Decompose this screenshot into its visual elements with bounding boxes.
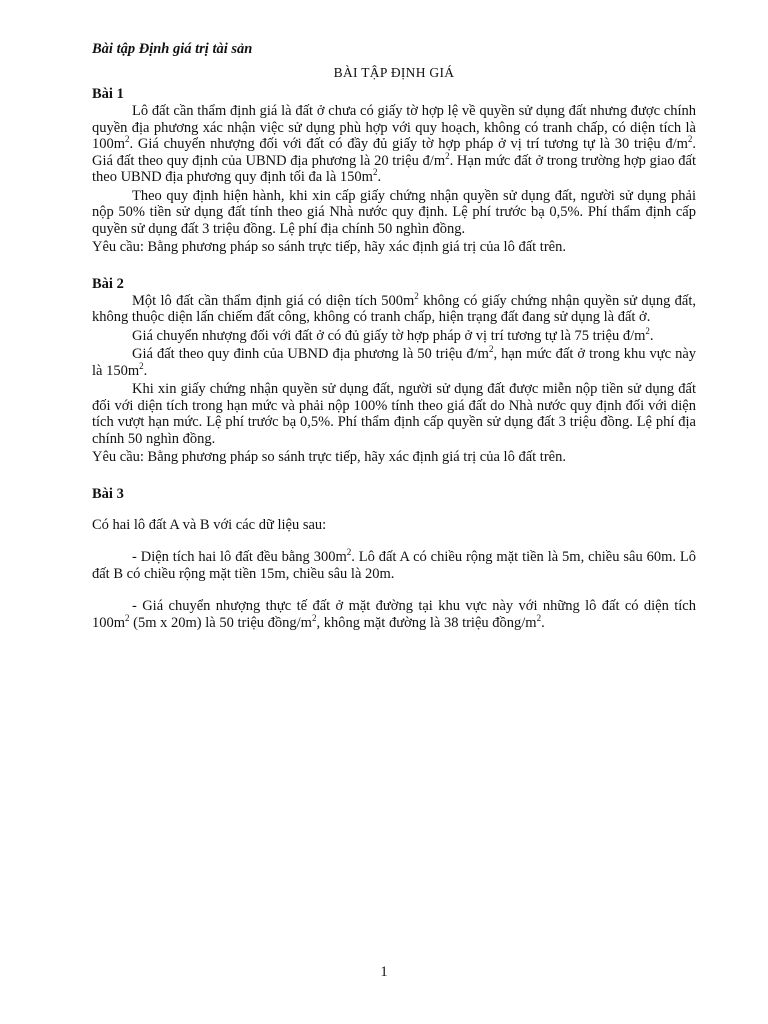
- exercise-title: Bài 3: [92, 485, 124, 502]
- exercise-section: [92, 486, 696, 632]
- exercise-paragraph: Khi xin giấy chứng nhận quyền sử dụng đất, người sử dụng đất được miễn nộp tiền sử dụng đất đối với diện tích trong hạn mức và phải nộp 100% tính theo giá đất do Nhà nước quy định đối với diện tích vượt hạn mức. Lệ phí trước bạ 0,5%. Phí thẩm định cấp quyền sử dụng đất 3 triệu đồng. Lệ phí địa chính 50 nghìn đồng.: [92, 381, 696, 447]
- exercise-paragraph: Có hai lô đất A và B với các dữ liệu sau:: [92, 516, 327, 533]
- document-header: Bài tập Định giá trị tài sản: [92, 41, 253, 57]
- exercise-paragraph: Yêu cầu: Bằng phương pháp so sánh trực tiếp, hãy xác định giá trị của lô đất trên.: [92, 449, 566, 465]
- paragraph-spacer: [92, 584, 696, 598]
- section-spacer: [92, 468, 696, 486]
- exercise-paragraph: - Diện tích hai lô đất đều bằng $300m^2$. Lô đất A có chiều rộng mặt tiền là 5m, chiều sâu 60m. Lô đất B có chiều rộng mặt tiền 15m, chiều sâu là 20m.: [92, 547, 696, 582]
- section-spacer: [92, 258, 696, 276]
- document-title: BÀI TẬP ĐỊNH GIÁ: [333, 65, 455, 80]
- exercise-paragraph: Giá chuyển nhượng đối với đất ở có đủ giấy tờ hợp pháp ở vị trí tương tự là 75 triệu $đ/m^2$.: [132, 325, 654, 344]
- paragraph-spacer: [92, 535, 696, 549]
- exercise-list: [92, 86, 696, 631]
- exercise-paragraph: Giá đất theo quy đinh của UBND địa phương là 50 triệu $đ/m^2$, hạn mức đất ở trong khu vực này là $150m^2$.: [92, 344, 697, 379]
- exercise-paragraph: Yêu cầu: Bằng phương pháp so sánh trực tiếp, hãy xác định giá trị của lô đất trên.: [92, 239, 566, 255]
- exercise-paragraph: Theo quy định hiện hành, khi xin cấp giấy chứng nhận quyền sử dụng đất, người sử dụng phải nộp 50% tiền sử dụng đất tính theo giá Nhà nước quy định. Lệ phí trước bạ 0,5%. Phí thẩm định cấp quyền sử dụng đất 3 triệu đồng. Lệ phí địa chính 50 nghìn đồng.: [92, 187, 696, 237]
- exercise-section: [92, 86, 696, 256]
- exercise-paragraph: - Giá chuyển nhượng thực tế đất ở mặt đường tại khu vực này với những lô đất có diện tích $100m^2$ (5m x 20m) là 50 triệu đồng/$m^2$, không mặt đường là 38 triệu đồng/$m^2$.: [92, 598, 696, 631]
- page-number: 1: [380, 964, 388, 980]
- exercise-paragraph: Một lô đất cần thẩm định giá có diện tích $500m^2$ không có giấy chứng nhận quyền sử dụng đất, không thuộc diện lấn chiếm đất công, không có tranh chấp, hiện trạng đất đang sử dụng là đất ở.: [92, 290, 696, 325]
- exercise-section: [92, 276, 696, 466]
- exercise-title: Bài 2: [92, 275, 124, 292]
- exercise-title: Bài 1: [92, 86, 124, 102]
- exercise-paragraph: Lô đất cần thẩm định giá là đất ở chưa có giấy tờ hợp lệ về quyền sử dụng đất nhưng được chính quyền địa phương xác nhận việc sử dụng phù hợp với quy hoạch, không có tranh chấp, có diện tích là $100m^2$. Giá chuyển nhượng đối với đất có đầy đủ giấy tờ hợp pháp ở vị trí tương tự là 30 triệu $đ/m^2$. Giá đất theo quy định của UBND địa phương là 20 triệu $đ/m^2$. Hạn mức đất ở trong trường hợp giao đất theo UBND địa phương quy định tối đa là $150m^2$.: [92, 103, 696, 185]
- paragraph-spacer: [92, 503, 696, 517]
